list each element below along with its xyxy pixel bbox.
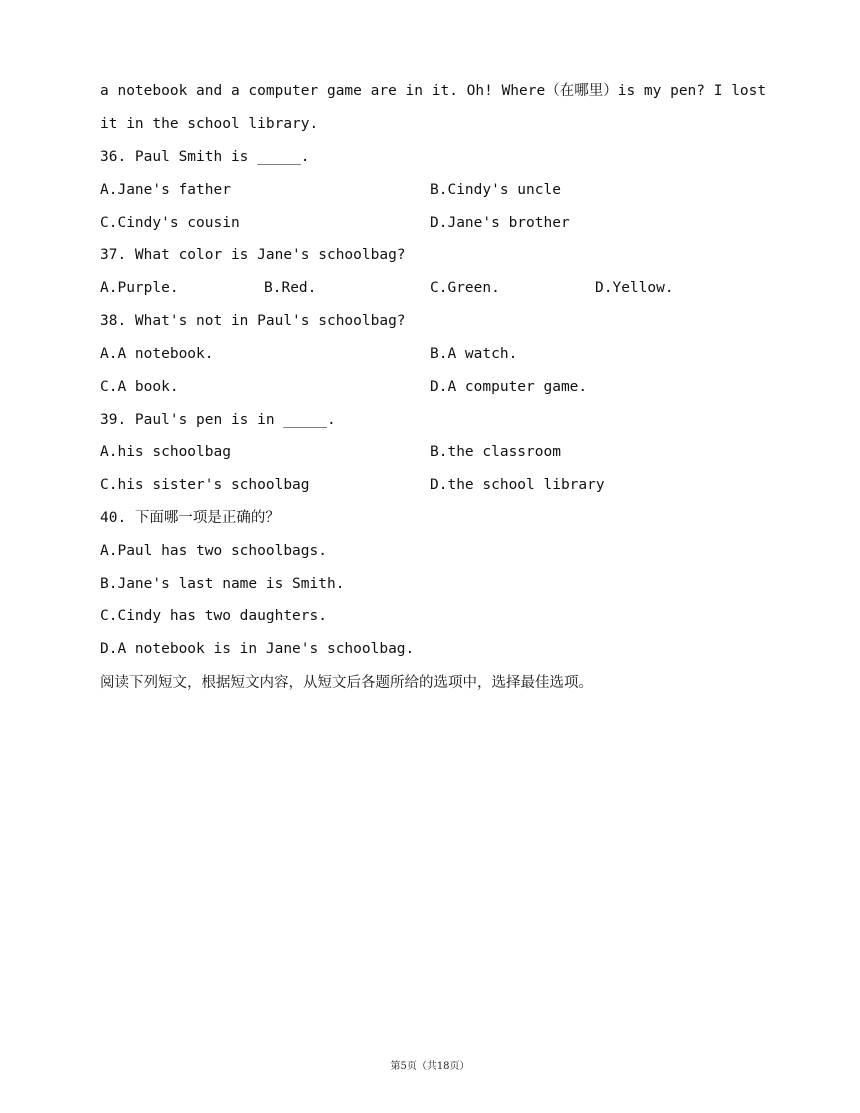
question-40-option-b: B.Jane's last name is Smith. [100,576,345,592]
question-37-option-a: A.Purple. [100,280,179,296]
question-38-option-c: C.A book. [100,379,179,395]
question-38-option-a: A.A notebook. [100,346,214,362]
question-39-stem: 39. Paul's pen is in _____. [100,412,336,428]
question-36-option-d: D.Jane's brother [430,215,570,231]
question-39-option-b: B.the classroom [430,444,561,460]
question-40-option-d: D.A notebook is in Jane's schoolbag. [100,641,415,657]
question-39-option-a: A.his schoolbag [100,444,231,460]
question-38-stem: 38. What's not in Paul's schoolbag? [100,313,406,329]
question-38-option-b: B.A watch. [430,346,518,362]
question-37-option-b: B.Red. [264,280,317,296]
question-36-option-c: C.Cindy's cousin [100,215,240,231]
question-36-option-b: B.Cindy's uncle [430,182,561,198]
question-40-option-a: A.Paul has two schoolbags. [100,543,327,559]
question-37-option-d: D.Yellow. [595,280,674,296]
question-36-option-a: A.Jane's father [100,182,231,198]
question-39-option-c: C.his sister's schoolbag [100,477,310,493]
passage-line-2: it in the school library. [100,116,319,132]
question-37-option-c: C.Green. [430,280,500,296]
page-footer: 第5页（共18页） [390,1061,470,1072]
section-instruction: 阅读下列短文，根据短文内容，从短文后各题所给的选项中，选择最佳选项。 [100,675,593,691]
question-38-option-d: D.A computer game. [430,379,588,395]
question-40-option-c: C.Cindy has two daughters. [100,608,327,624]
passage-line-1: a notebook and a computer game are in it. Oh! Where（在哪里）is my pen? I lost [100,83,767,99]
question-37-stem: 37. What color is Jane's schoolbag? [100,247,406,263]
question-39-option-d: D.the school library [430,477,605,493]
question-40-stem: 40. 下面哪一项是正确的？ [100,510,280,526]
question-36-stem: 36. Paul Smith is _____. [100,149,310,165]
